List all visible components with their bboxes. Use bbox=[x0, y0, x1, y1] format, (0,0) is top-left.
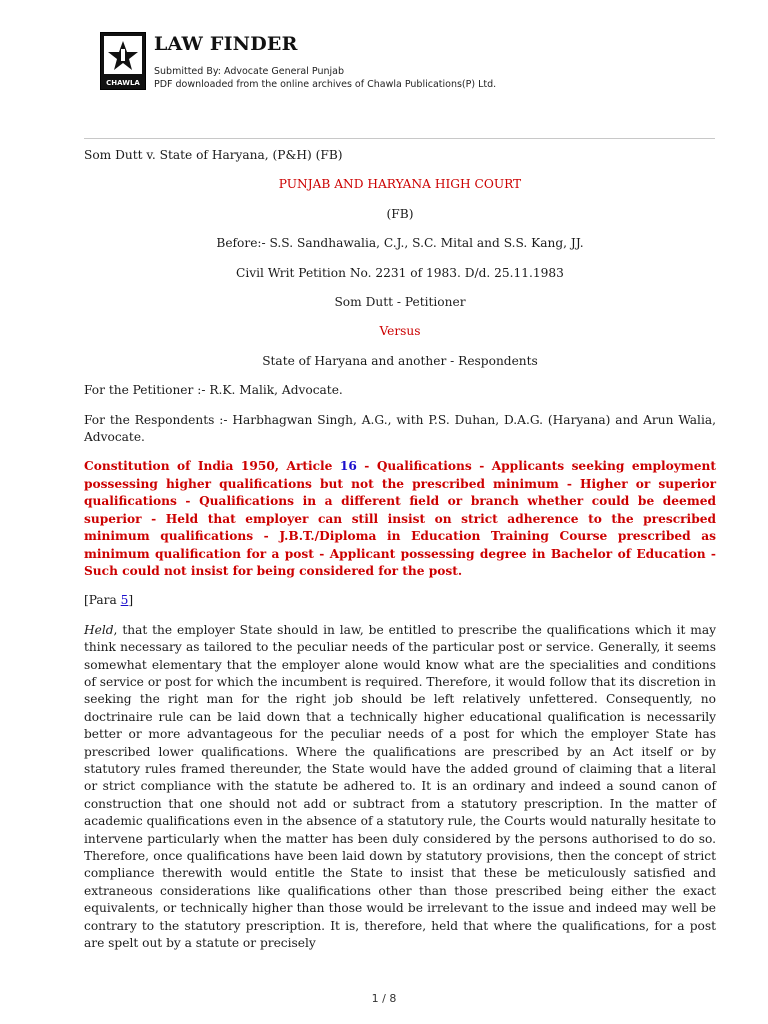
headnote-text: Constitution of India 1950, Article bbox=[84, 459, 340, 474]
headnote bbox=[84, 458, 716, 580]
submitted-by: Submitted By: Advocate General Punjab bbox=[154, 66, 344, 77]
downloaded-from: PDF downloaded from the online archives of Chawla Publications(P) Ltd. bbox=[154, 79, 497, 90]
chawla-logo-icon bbox=[100, 32, 146, 90]
versus: Versus bbox=[379, 324, 421, 339]
para-suffix: ] bbox=[128, 593, 134, 608]
para-reference bbox=[84, 592, 716, 609]
document-body bbox=[84, 147, 716, 952]
respondents: State of Haryana and another - Respondents bbox=[262, 353, 538, 368]
headnote-text-cont: - Qualifications - Applicants seeking employment possessing higher qualifications but not the prescribed minimum - Higher or superior qualifications - Qualifications in a different field or branch whether could be deemed superior - Held that employer can still insist on strict adherence to the prescribed minimum qualifications - J.B.T./Diploma in Education Training Course prescribed as minimum qualification for a post - Applicant possessing degree in Bachelor of Education - Such could not insist for being considered for the post. bbox=[84, 459, 717, 578]
petition-number: Civil Writ Petition No. 2231 of 1983. D/d. 25.11.1983 bbox=[236, 265, 564, 280]
brand-title: LAW FINDER bbox=[154, 33, 298, 55]
document-header bbox=[100, 30, 720, 92]
held-text: , that the employer State should in law, be entitled to prescribe the qualifications which it may think necessary as tailored to the peculiar needs of the particular post or service. Generally, it seems somewhat elementary that the employer alone would know what are the specialities and conditions of service or post for which the incumbent is required. Therefore, it would follow that its discretion in seeking the right man for the right job should be left relatively unfettered. Consequently, no doctrinaire rule can be laid down that a technically higher educational qualification is necessarily better or more advantageous for the peculiar needs of a post for which the employer State has prescribed lower qualifications. Where the qualifications are prescribed by an Act itself or by statutory rules framed thereunder, the State would have the added ground of claiming that a literal or strict compliance with the statute be adhered to. It is an ordinary and indeed a sound canon of construction that one should not add or subtract from a statutory prescription. In the matter of academic qualifications even in the absence of a statutory rule, the Courts would naturally hesitate to intervene particularly when the matter has been duly considered by the persons authorised to do so. Therefore, once qualifications have been laid down by statutory provisions, then the concept of strict compliance therewith would entitle the State to insist that these be meticulously satisfied and extraneous considerations like qualifications other than those prescribed being either the exact equivalents, or technically higher than those would be irrelevant to the issue and indeed may well be contrary to the statutory prescription. It is, therefore, held that where the qualifications, for a post are spelt out by a statute or precisely bbox=[84, 622, 716, 951]
respondent-counsel: For the Respondents :- Harbhagwan Singh, A.G., with P.S. Duhan, D.A.G. (Haryana) and Arun Walia, Advocate. bbox=[84, 412, 716, 445]
petitioner-counsel: For the Petitioner :- R.K. Malik, Advocate. bbox=[84, 383, 343, 398]
page-number: 1 / 8 bbox=[371, 992, 397, 1005]
court-name: PUNJAB AND HARYANA HIGH COURT bbox=[278, 177, 522, 192]
para-link[interactable]: 5 bbox=[120, 593, 129, 608]
held-paragraph bbox=[84, 622, 716, 953]
petitioner: Som Dutt - Petitioner bbox=[334, 295, 466, 310]
para-prefix: [Para bbox=[84, 593, 121, 608]
bench-judges: Before:- S.S. Sandhawalia, C.J., S.C. Mital and S.S. Kang, JJ. bbox=[216, 236, 584, 251]
logo-text: CHAWLA bbox=[106, 79, 140, 87]
header-divider bbox=[84, 138, 715, 139]
bench-type: (FB) bbox=[386, 206, 414, 221]
case-title: Som Dutt v. State of Haryana, (P&H) (FB) bbox=[84, 148, 343, 162]
held-label: Held bbox=[84, 622, 114, 637]
article-link[interactable]: 16 bbox=[339, 459, 357, 474]
